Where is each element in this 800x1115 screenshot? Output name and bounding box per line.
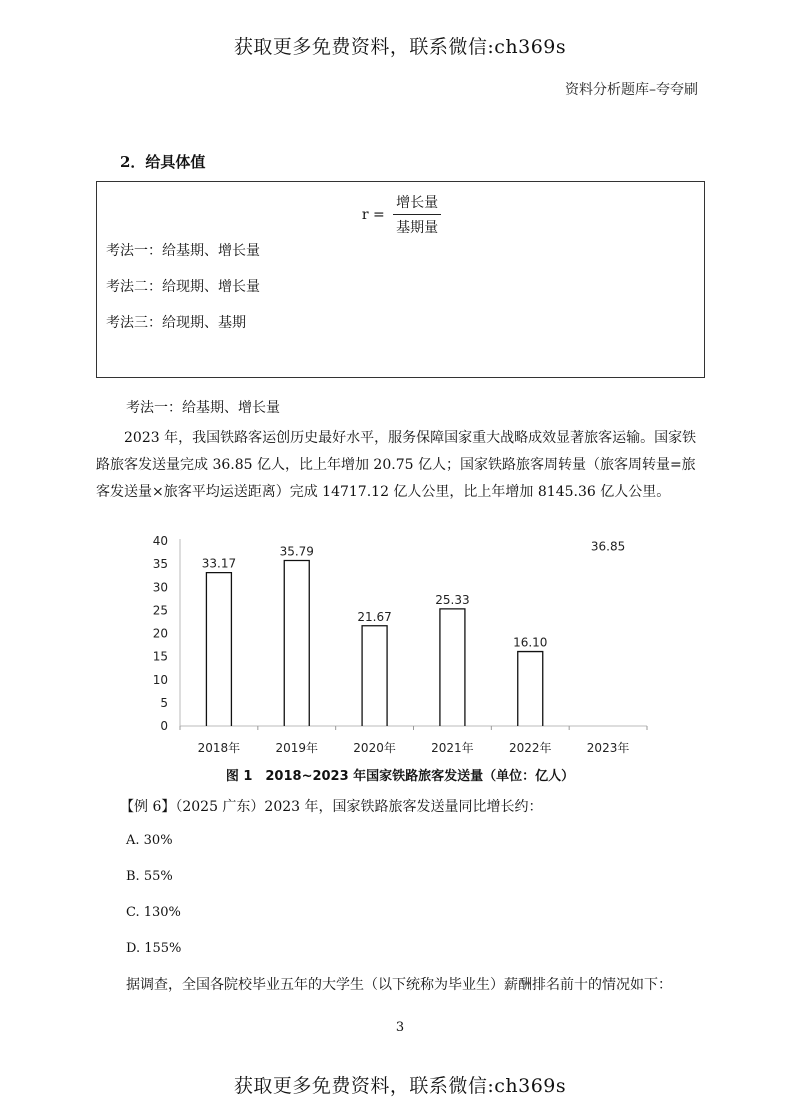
option-c: C. 130% bbox=[126, 905, 181, 920]
x-category-label: 2020年 bbox=[353, 741, 396, 755]
option-b: B. 55% bbox=[126, 869, 173, 884]
header-title: 资料分析题库–夸夸刷 bbox=[565, 82, 698, 98]
bar-chart bbox=[120, 530, 660, 760]
next-paragraph: 据调查，全国各院校毕业五年的大学生（以下统称为毕业生）薪酬排名前十的情况如下： bbox=[126, 977, 672, 993]
formula-denominator: 基期量 bbox=[396, 220, 439, 236]
bar bbox=[362, 626, 387, 726]
x-category-label: 2023年 bbox=[586, 741, 630, 755]
method-3: 考法三：给现期、基期 bbox=[106, 315, 246, 331]
method-2: 考法二：给现期、增长量 bbox=[106, 279, 260, 295]
section-title: 2．给具体值 bbox=[120, 153, 206, 171]
option-a: A. 30% bbox=[126, 833, 173, 848]
bar bbox=[518, 652, 543, 726]
bar-value-label: 25.33 bbox=[435, 592, 470, 607]
passage-text: 2023 年，我国铁路客运创历史最好水平，服务保障国家重大战略成效显著旅客运输。国家铁路旅客发送量完成 36.85 亿人，比上年增加 20.75 亿人；国家铁路旅客周转量（旅客周转量=旅客发送量×旅客平均运送距离）完成 14717.12 亿人公里，比上年增加 8145.36 亿人公里。 bbox=[96, 430, 697, 500]
bar-value-label: 36.85 bbox=[590, 539, 626, 554]
watermark-bottom: 获取更多免费资料，联系微信:ch369s bbox=[233, 1075, 567, 1097]
question-stem: 【例 6】（2025 广东）2023 年，国家铁路旅客发送量同比增长约： bbox=[120, 799, 543, 815]
method-1: 考法一：给基期、增长量 bbox=[106, 243, 260, 259]
bar-value-label: 35.79 bbox=[279, 544, 314, 559]
watermark-top: 获取更多免费资料，联系微信:ch369s bbox=[233, 36, 567, 58]
passage-subheading: 考法一：给基期、增长量 bbox=[126, 400, 280, 416]
x-category-label: 2021年 bbox=[431, 741, 474, 755]
y-tick-label: 40 bbox=[152, 534, 168, 548]
page-number: 3 bbox=[395, 1020, 405, 1035]
y-tick-label: 20 bbox=[152, 626, 168, 641]
x-category-label: 2022年 bbox=[508, 741, 552, 755]
formula-box bbox=[96, 181, 705, 378]
formula-fraction bbox=[393, 192, 441, 237]
bar bbox=[284, 560, 309, 726]
bar bbox=[206, 573, 231, 726]
x-category-label: 2019年 bbox=[275, 741, 319, 755]
bar-value-label: 16.10 bbox=[513, 635, 548, 650]
bar bbox=[440, 609, 465, 726]
bar-value-label: 21.67 bbox=[357, 609, 392, 624]
y-tick-label: 0 bbox=[160, 719, 168, 733]
x-category-label: 2018年 bbox=[197, 741, 241, 755]
formula-numerator: 增长量 bbox=[393, 192, 441, 215]
y-tick-label: 5 bbox=[160, 695, 168, 710]
formula-lhs: r = bbox=[361, 206, 385, 223]
growth-rate-formula bbox=[97, 192, 706, 237]
chart-caption: 图 1 2018~2023 年国家铁路旅客发送量（单位：亿人） bbox=[225, 769, 575, 784]
y-tick-label: 35 bbox=[152, 557, 168, 572]
y-tick-label: 15 bbox=[152, 649, 168, 664]
y-tick-label: 25 bbox=[152, 603, 168, 618]
y-tick-label: 10 bbox=[152, 672, 168, 687]
option-d: D. 155% bbox=[126, 941, 182, 956]
y-tick-label: 30 bbox=[152, 580, 168, 595]
bar-value-label: 33.17 bbox=[201, 556, 237, 571]
